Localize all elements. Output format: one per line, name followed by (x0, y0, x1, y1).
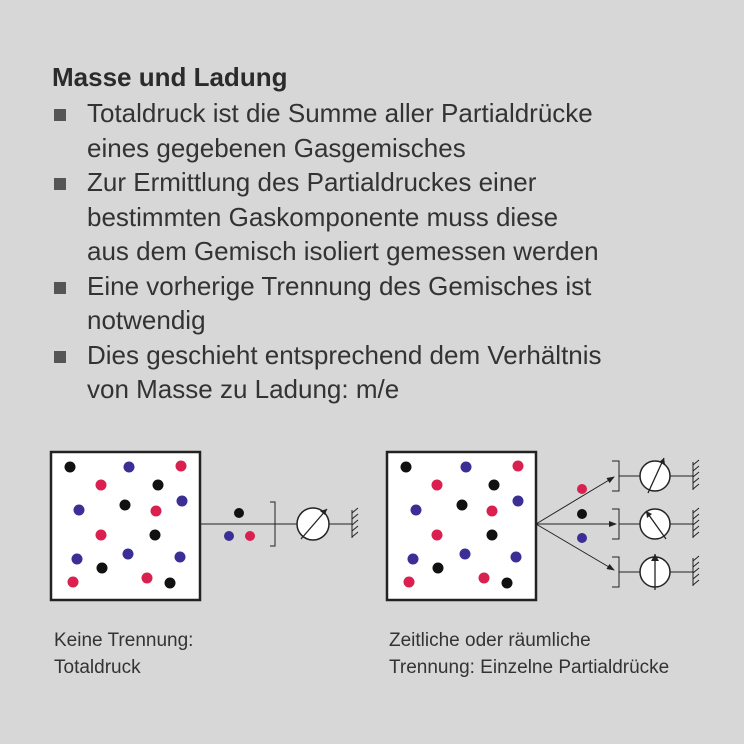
ground-icon (693, 460, 699, 490)
particle-red (96, 530, 107, 541)
bullet-list (52, 96, 732, 407)
caption-line: Keine Trennung: (54, 630, 194, 651)
particle-blue (408, 554, 419, 565)
ground-icon (693, 556, 699, 586)
particle-red (577, 484, 587, 494)
bullet-item (52, 96, 732, 165)
particle-red (142, 573, 153, 584)
particle-black (120, 500, 131, 511)
caption-no-separation (54, 627, 193, 681)
particle-black (234, 508, 244, 518)
particle-black (165, 578, 176, 589)
caption-separation (389, 627, 669, 681)
particle-black (577, 509, 587, 519)
particle-red (487, 506, 498, 517)
bullet-square-icon (54, 282, 66, 294)
collector-bracket (612, 557, 619, 587)
left-panel (51, 452, 358, 600)
ground-icon (352, 508, 358, 538)
bullet-line: eines gegebenen Gasgemisches (87, 132, 466, 163)
bullet-line: aus dem Gemisch isoliert gemessen werden (87, 236, 599, 266)
particle-red (68, 577, 79, 588)
particle-black (502, 578, 513, 589)
detector-upper (612, 458, 699, 493)
collector-bracket (612, 461, 619, 491)
bullet-item (52, 165, 732, 269)
particle-blue (461, 462, 472, 473)
particle-red (404, 577, 415, 588)
particle-black (65, 462, 76, 473)
particle-blue (513, 496, 524, 507)
particle-blue (124, 462, 135, 473)
caption-line: Totaldruck (54, 657, 141, 678)
particle-red (96, 480, 107, 491)
particle-blue (175, 552, 186, 563)
beam-arrow-lower (536, 524, 614, 570)
particle-red (432, 530, 443, 541)
right-panel (387, 452, 699, 600)
beam-arrow-upper (536, 477, 614, 524)
bullet-line: Totaldruck ist die Summe aller Partialdrücke (87, 98, 593, 128)
particle-black (457, 500, 468, 511)
pressure-gauge-icon (640, 458, 670, 493)
particle-red (245, 531, 255, 541)
bullet-square-icon (54, 351, 66, 363)
detector-middle (612, 508, 699, 539)
pressure-gauge-icon (640, 509, 670, 539)
bullet-line: Eine vorherige Trennung des Gemisches ist (87, 270, 592, 301)
particle-black (97, 563, 108, 574)
particle-black (153, 480, 164, 491)
particle-blue (72, 554, 83, 565)
particle-red (479, 573, 490, 584)
particle-black (489, 480, 500, 491)
particle-red (151, 506, 162, 517)
bullet-square-icon (54, 109, 66, 121)
bullet-item (52, 338, 732, 407)
particle-blue (123, 549, 134, 560)
particle-red (176, 461, 187, 472)
separation-diagram (0, 440, 744, 620)
particle-blue (460, 549, 471, 560)
bullet-line: Zur Ermittlung des Partialdruckes einer (87, 167, 537, 197)
particle-black (487, 530, 498, 541)
particle-black (433, 563, 444, 574)
particle-red (432, 480, 443, 491)
particle-blue (411, 505, 422, 516)
particle-blue (74, 505, 85, 516)
particle-blue (511, 552, 522, 563)
particle-red (513, 461, 524, 472)
ground-icon (693, 508, 699, 538)
bullet-line: von Masse zu Ladung: m/e (87, 374, 400, 404)
bullet-item (52, 269, 732, 338)
section-title: Masse und Ladung (52, 62, 288, 92)
particle-blue (177, 496, 188, 507)
detector-lower (612, 554, 699, 590)
bullet-line: notwendig (87, 305, 206, 335)
pressure-gauge-icon (297, 508, 329, 540)
particle-blue (224, 531, 234, 541)
particle-black (401, 462, 412, 473)
caption-line: Zeitliche oder räumliche (389, 630, 591, 651)
particle-blue (577, 533, 587, 543)
particle-black (150, 530, 161, 541)
caption-line: Trennung: Einzelne Partialdrücke (389, 657, 670, 678)
bullet-line: bestimmten Gaskomponente muss diese (87, 201, 559, 232)
bullet-square-icon (54, 178, 66, 190)
bullet-line: Dies geschieht entsprechend dem Verhältnis (87, 339, 602, 370)
pressure-gauge-icon (640, 554, 670, 590)
